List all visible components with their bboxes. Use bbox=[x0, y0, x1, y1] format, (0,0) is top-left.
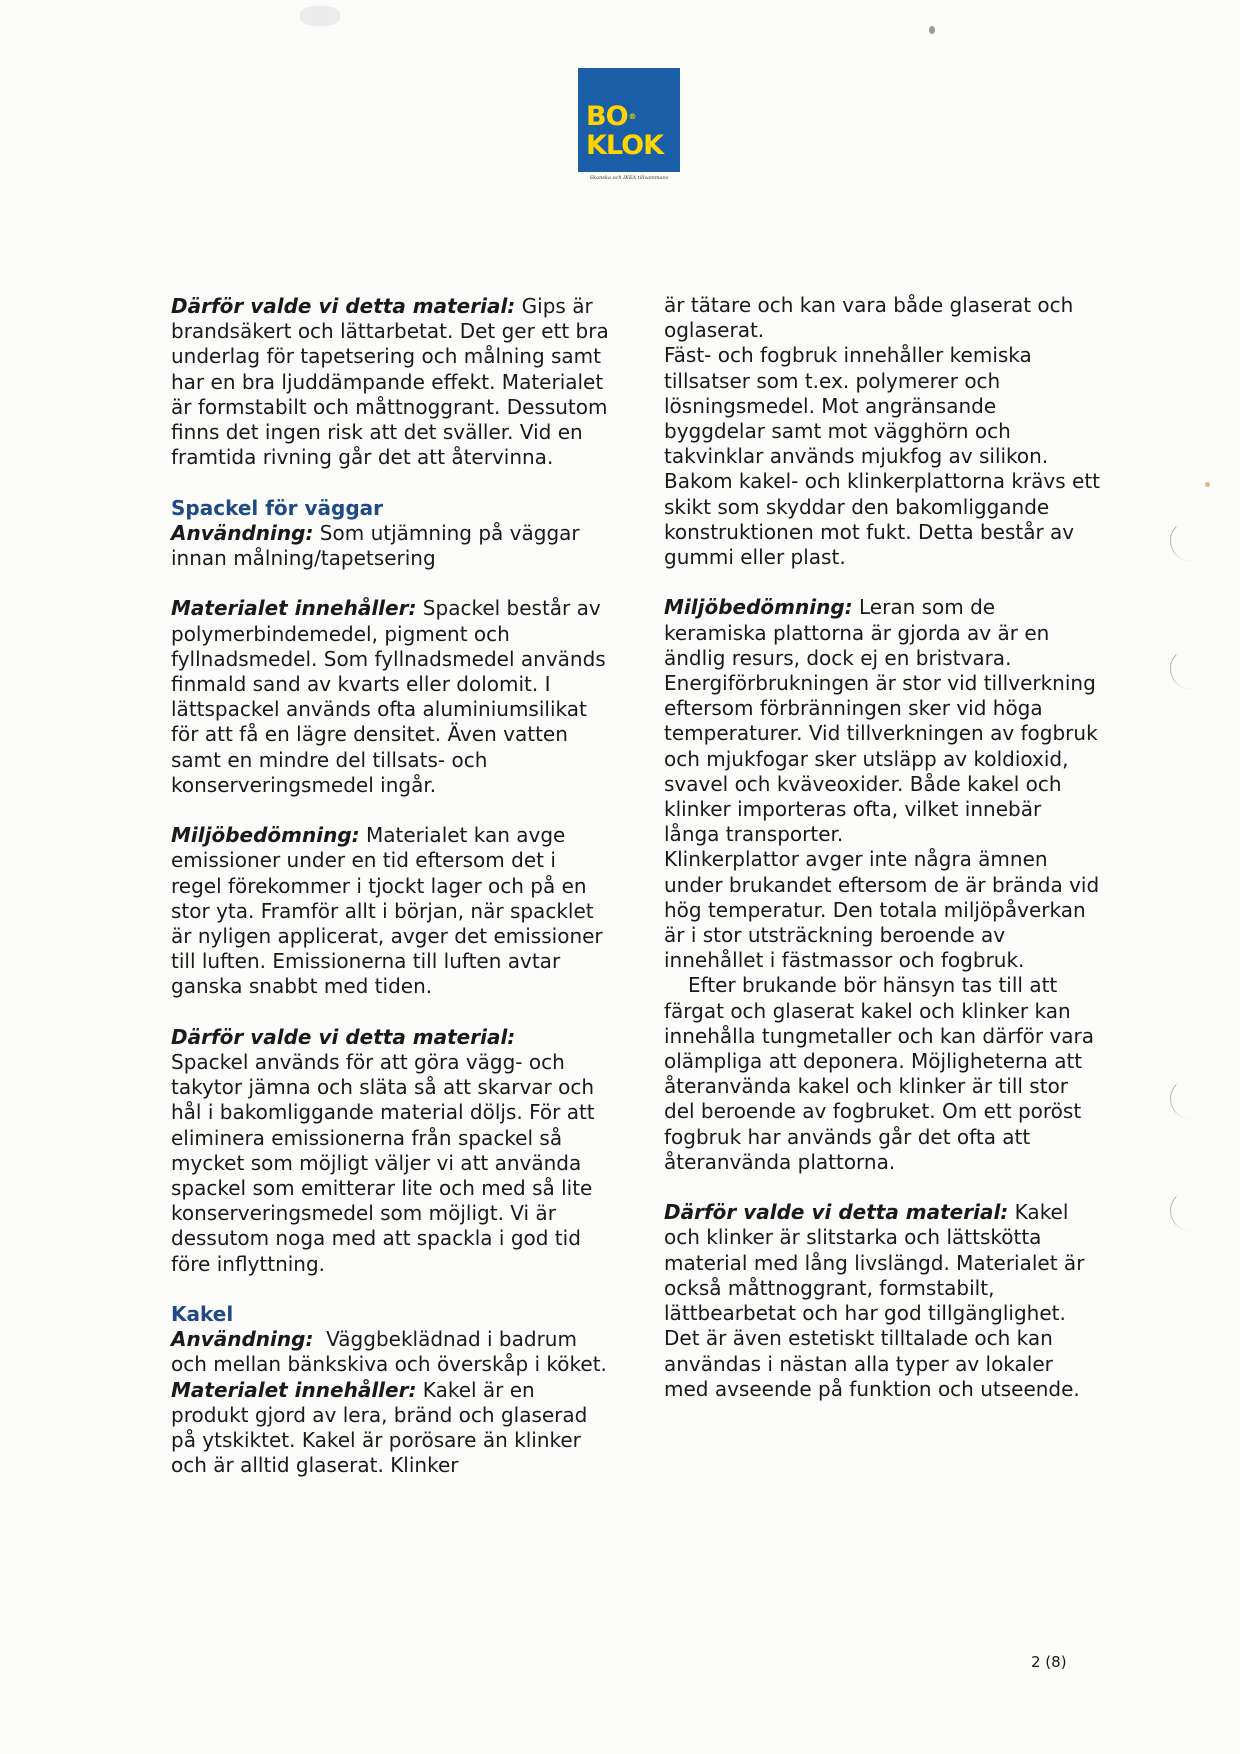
scan-speck bbox=[929, 26, 935, 34]
punch-hole-shadow bbox=[1170, 520, 1197, 561]
klinkerplattor-paragraph: Klinkerplattor avger inte några ämnen under brukandet eftersom de är brända vid hög temperatur. Den totala miljöpåverkan är i stor utsträckning beroende av innehållet i fästmassor och fogbruk. bbox=[664, 847, 1100, 973]
spackel-environment-text: Materialet kan avge emissioner under en tid eftersom det i regel förekommer i tjockt lager och på en stor yta. Framför allt i början, när spacklet är nyligen applicerat, avger det emissioner till luften. Emissionerna till luften avtar ganska snabbt med tiden. bbox=[171, 823, 603, 999]
punch-hole-shadow bbox=[1170, 1190, 1197, 1231]
logo-tagline: Skanska och IKEA tillsammans bbox=[589, 175, 669, 181]
logo-registered-mark: ® bbox=[628, 112, 636, 121]
spackel-usage-text: Som utjämning på väggar innan målning/tapetsering bbox=[171, 520, 580, 571]
kakel-contents-paragraph bbox=[171, 1378, 611, 1479]
kakel-continuation-paragraph: är tätare och kan vara både glaserat och oglaserat. bbox=[664, 293, 1074, 343]
punch-hole-shadow bbox=[1170, 648, 1197, 689]
kakel-reason-label: Därför valde vi detta material: bbox=[664, 1200, 1009, 1225]
kakel-reason-text: Kakel och klinker är slitstarka och lättskötta material med lång livslängd. Materialet är också måttnoggrant, formstabilt, lättbearbetat och har god tillgänglighet. Det är även estetiskt tilltalade och kan användas i nästan alla typer av lokaler med avseende på funktion och utseende. bbox=[664, 1200, 1085, 1401]
gips-reason-text: Gips är brandsäkert och lättarbetat. Det ger ett bra underlag för tapetsering och målning samt har en bra ljuddämpande effekt. Materialet är formstabilt och måttnoggrant. Dessutom finns det ingen risk att det sväller. Vid en framtida rivning går det att återvinna. bbox=[171, 294, 609, 470]
spackel-reason-label: Därför valde vi detta material: bbox=[171, 1024, 516, 1049]
spackel-environment-label: Miljöbedömning: bbox=[171, 823, 360, 848]
scan-speck bbox=[300, 6, 340, 26]
logo-wordmark bbox=[586, 102, 663, 160]
boklok-logo bbox=[578, 68, 680, 172]
kakel-reason-paragraph bbox=[664, 1200, 1100, 1402]
kakel-usage-label: Användning: bbox=[171, 1327, 314, 1352]
spackel-contents-paragraph bbox=[171, 596, 611, 798]
kakel-contents-label: Materialet innehåller: bbox=[171, 1377, 417, 1402]
spackel-section-header bbox=[171, 496, 611, 572]
page-number: 2 (8) bbox=[1031, 1653, 1067, 1671]
left-column bbox=[171, 294, 611, 1478]
spackel-heading: Spackel för väggar bbox=[171, 495, 384, 520]
kakel-usage-text: Väggbeklädnad i badrum och mellan bänkskiva och överskåp i köket. bbox=[171, 1327, 607, 1377]
spackel-environment-paragraph bbox=[171, 823, 611, 999]
spackel-contents-text: Spackel består av polymerbindemedel, pigment och fyllnadsmedel. Som fyllnadsmedel används finmald sand av kvarts eller dolomit. I lättspackel används ofta aluminiumsilikat för att få en lägre densitet. Även vatten samt en mindre del tillsats- och konserveringsmedel ingår. bbox=[171, 596, 606, 797]
spackel-usage-paragraph bbox=[171, 521, 611, 571]
logo-line-klok: KLOK bbox=[586, 130, 664, 161]
right-column bbox=[664, 294, 1100, 1427]
gips-reason-paragraph bbox=[171, 294, 611, 470]
kakel-environment-paragraph bbox=[664, 595, 1100, 847]
spackel-usage-label: Användning: bbox=[171, 520, 314, 545]
kakel-contents-text: Kakel är en produkt gjord av lera, bränd och glaserad på ytskiktet. Kakel är porösare än klinker och är alltid glaserat. Klinker bbox=[171, 1377, 588, 1478]
scan-speck bbox=[1205, 482, 1210, 487]
kakel-section bbox=[171, 1302, 611, 1478]
kakel-environment-text: Leran som de keramiska plattorna är gjorda av är en ändlig resurs, dock ej en bristvara. Energiförbrukningen är stor vid tillverkning eftersom förbränningen sker vid höga temperaturer. Vid tillverkningen av fogbruk och mjukfogar sker utsläpp av koldioxid, svavel och kväveoxider. Både kakel och klinker importeras ofta, vilket innebär långa transporter. bbox=[664, 595, 1098, 847]
brukande-paragraph: Efter brukande bör hänsyn tas till att färgat och glaserat kakel och klinker kan innehålla tungmetaller och kan därför vara olämpliga att deponera. Möjligheterna att återanvända kakel och klinker är till stor del beroende av fogbruket. Om ett poröst fogbruk har används går det ofta att återanvända plattorna. bbox=[664, 973, 1095, 1174]
kakel-usage-paragraph bbox=[171, 1327, 611, 1377]
spackel-contents-label: Materialet innehåller: bbox=[171, 596, 417, 621]
fastbruk-paragraph: Fäst- och fogbruk innehåller kemiska tillsatser som t.ex. polymerer och lösningsmedel. Mot angränsande byggdelar samt mot vägghörn och takvinklar används mjukfog av silikon. Bakom kakel- och klinkerplattorna krävs ett skikt som skyddar den bakomliggande konstruktionen mot fukt. Detta består av gummi eller plast. bbox=[664, 343, 1100, 570]
punch-hole-shadow bbox=[1170, 1078, 1197, 1119]
spackel-reason-text: Spackel används för att göra vägg- och takytor jämna och släta så att skarvar och hål i bakomliggande material döljs. För att eliminera emissionerna från spackel så mycket som möjligt väljer vi att använda spackel som emitterar lite och med så lite konserveringsmedel som möjligt. Vi är dessutom noga med att spackla i god tid före inflyttning. bbox=[171, 1050, 595, 1276]
kakel-environment-label: Miljöbedömning: bbox=[664, 595, 853, 620]
gips-reason-label: Därför valde vi detta material: bbox=[171, 294, 516, 318]
spackel-reason-paragraph bbox=[171, 1025, 611, 1277]
logo-line-bo: BO bbox=[586, 101, 628, 132]
kakel-heading: Kakel bbox=[171, 1302, 234, 1327]
